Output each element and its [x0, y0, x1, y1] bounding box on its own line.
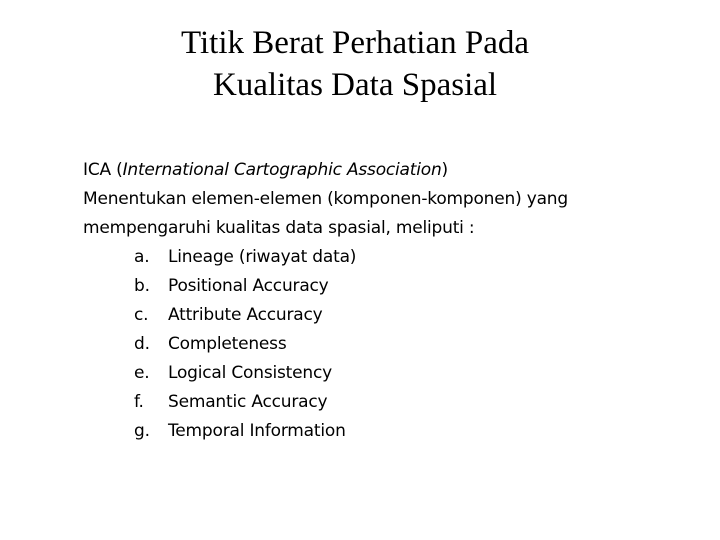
list-item — [83, 417, 703, 446]
list-item-label: Logical Consistency — [168, 363, 332, 383]
list-item — [83, 359, 703, 388]
list-item-label: Lineage (riwayat data) — [168, 247, 357, 267]
list-marker: a. — [134, 247, 150, 267]
list-marker: b. — [134, 276, 150, 296]
list-marker: f. — [134, 392, 144, 412]
organization-suffix: ) — [441, 160, 448, 180]
organization-name: International Cartographic Association — [122, 160, 442, 180]
list-item — [83, 243, 703, 272]
list-item-label: Temporal Information — [168, 421, 346, 441]
list-item — [83, 388, 703, 417]
list-item — [83, 301, 703, 330]
list-marker: c. — [134, 305, 149, 325]
list-item — [83, 330, 703, 359]
slide-title-line-2: Kualitas Data Spasial — [212, 67, 498, 103]
list-marker: d. — [134, 334, 150, 354]
slide-title — [0, 22, 710, 106]
list-item-label: Positional Accuracy — [168, 276, 329, 296]
slide-body — [83, 156, 703, 446]
list-item-label: Attribute Accuracy — [168, 305, 323, 325]
organization-prefix: ICA ( — [83, 160, 123, 180]
organization-line — [83, 156, 703, 185]
list-marker: e. — [134, 363, 150, 383]
list-item — [83, 272, 703, 301]
quality-element-list — [83, 243, 703, 446]
intro-line-1: Menentukan elemen-elemen (komponen-komponen) yang — [83, 189, 568, 209]
list-item-label: Completeness — [168, 334, 287, 354]
intro-line-2: mempengaruhi kualitas data spasial, meliputi : — [83, 218, 475, 238]
list-marker: g. — [134, 421, 150, 441]
slide-title-line-1: Titik Berat Perhatian Pada — [181, 25, 529, 61]
list-item-label: Semantic Accuracy — [168, 392, 328, 412]
